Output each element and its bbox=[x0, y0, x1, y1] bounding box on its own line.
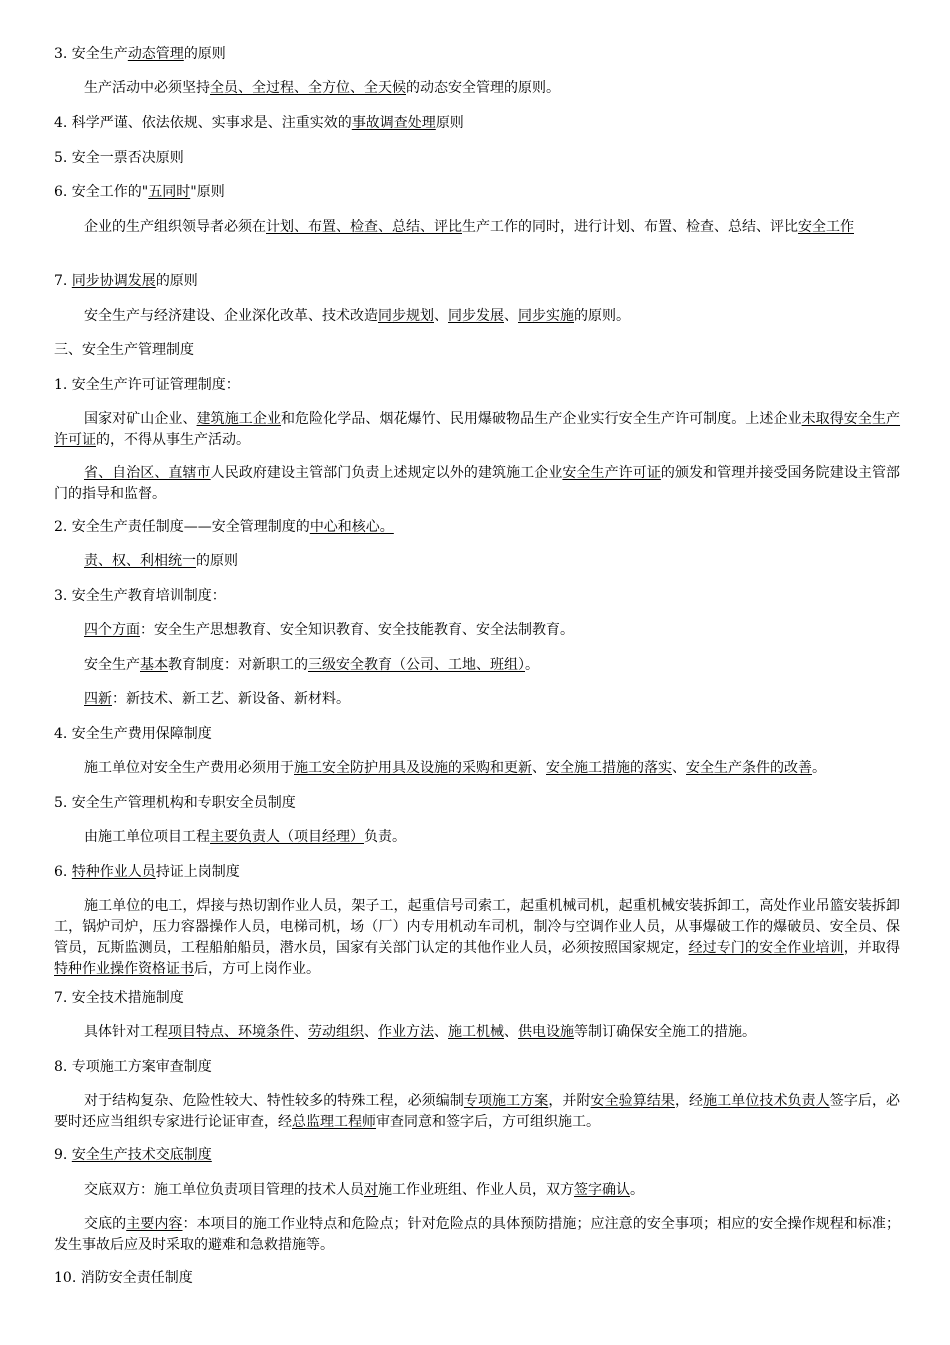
section-heading-management-systems bbox=[54, 340, 900, 361]
heading-fire-safety bbox=[54, 1268, 900, 1289]
paragraph-dynamic-management bbox=[84, 78, 900, 99]
text-run: 的原则。 bbox=[574, 308, 630, 324]
text-run: 、 bbox=[434, 1024, 448, 1040]
text-run: 的原则 bbox=[155, 273, 198, 289]
text-run: 等制订确保安全施工的措施。 bbox=[574, 1024, 756, 1040]
paragraph-special-operations bbox=[54, 896, 900, 980]
text-run: 7. 安全技术措施制度 bbox=[54, 990, 184, 1006]
underlined-text: 未取得安全生产许可证 bbox=[54, 411, 901, 448]
text-run: 签字后，必要时还应当组织专家进行论证审查，经 bbox=[54, 1093, 901, 1130]
heading-technical-measures bbox=[54, 988, 900, 1009]
paragraph-management-organization bbox=[84, 827, 900, 848]
underlined-text: 三级安全教育（公司、工地、班组） bbox=[308, 657, 525, 673]
heading-special-operations bbox=[54, 862, 900, 883]
text-run: 审查同意和签字后，方可组织施工。 bbox=[376, 1114, 600, 1130]
underlined-text: 施工单位技术负责人 bbox=[703, 1093, 830, 1109]
underlined-text: 主要负责人（项目经理） bbox=[210, 829, 364, 845]
text-run: 生产工作的同时，进行计划、布置、检查、总结、评比 bbox=[462, 219, 798, 235]
underlined-text: 特种作业操作资格证书 bbox=[54, 961, 194, 977]
paragraph-five-simultaneous bbox=[54, 217, 900, 238]
heading-coordinated-development bbox=[54, 271, 900, 292]
text-run: ，并附 bbox=[548, 1093, 591, 1109]
text-run: 、 bbox=[504, 308, 518, 324]
text-run: 持证上岗制度 bbox=[155, 864, 240, 880]
heading-responsibility-system bbox=[54, 517, 900, 538]
paragraph-license-system-2 bbox=[54, 463, 900, 505]
text-run: 8. 专项施工方案审查制度 bbox=[54, 1059, 212, 1075]
text-run: 2. 安全生产责任制度——安全管理制度的 bbox=[54, 519, 310, 535]
text-run: 国家对矿山企业、 bbox=[84, 411, 197, 427]
heading-one-vote-veto bbox=[54, 148, 900, 169]
underlined-text: 同步规划 bbox=[378, 308, 434, 324]
underlined-text: 经过专门的安全作业培训 bbox=[688, 940, 844, 956]
paragraph-four-new bbox=[84, 689, 900, 710]
text-run: 。 bbox=[630, 1182, 644, 1198]
underlined-text: 对 bbox=[364, 1182, 378, 1198]
heading-special-plan-review bbox=[54, 1057, 900, 1078]
heading-license-system bbox=[54, 375, 900, 396]
text-run: 安全生产 bbox=[84, 657, 140, 673]
underlined-text: 作业方法 bbox=[378, 1024, 434, 1040]
underlined-text: 中心和核心。 bbox=[309, 519, 394, 535]
paragraph-license-system-1 bbox=[54, 409, 900, 451]
text-run: 、 bbox=[364, 1024, 378, 1040]
text-run: 和危险化学品、烟花爆竹、民用爆破物品生产企业实行安全生产许可制度。上述企业 bbox=[280, 411, 802, 427]
text-run: 10. 消防安全责任制度 bbox=[54, 1270, 193, 1286]
text-run: 的原则 bbox=[183, 46, 226, 62]
text-run: 交底的 bbox=[84, 1216, 127, 1232]
heading-cost-guarantee bbox=[54, 724, 900, 745]
text-run: 施工作业班组、作业人员，双方 bbox=[378, 1182, 574, 1198]
text-run: 、 bbox=[294, 1024, 308, 1040]
underlined-text: 责、权、利相统一 bbox=[84, 553, 196, 569]
heading-five-simultaneous bbox=[54, 182, 900, 203]
underlined-text: 供电设施 bbox=[518, 1024, 574, 1040]
text-run: 、 bbox=[504, 1024, 518, 1040]
underlined-text: 安全生产条件的改善 bbox=[686, 760, 812, 776]
text-run: 7. bbox=[54, 273, 72, 289]
text-run: 的动态安全管理的原则。 bbox=[406, 80, 560, 96]
text-run: 3. 安全生产教育培训制度： bbox=[54, 588, 226, 604]
text-run: 的颁发和管理并接受国务院建设主管部门的指导和监督。 bbox=[54, 465, 901, 502]
text-run: 5. 安全一票否决原则 bbox=[54, 150, 184, 166]
underlined-text: 建筑施工企业 bbox=[196, 411, 281, 427]
text-run: 4. 科学严谨、依法依规、实事求是、注重实效的 bbox=[54, 115, 352, 131]
text-run: 施工单位对安全生产费用必须用于 bbox=[84, 760, 294, 776]
text-run: 后，方可上岗作业。 bbox=[194, 961, 320, 977]
paragraph-basic-education bbox=[84, 655, 900, 676]
underlined-text: 安全验算结果 bbox=[590, 1093, 675, 1109]
text-run: 的，不得从事生产活动。 bbox=[96, 432, 250, 448]
text-run: 企业的生产组织领导者必须在 bbox=[84, 219, 266, 235]
underlined-text: 安全工作 bbox=[798, 219, 854, 235]
text-run: 、 bbox=[532, 760, 546, 776]
underlined-text: 项目特点、环境条件 bbox=[168, 1024, 294, 1040]
underlined-text: 四新 bbox=[84, 691, 112, 707]
text-run: 4. 安全生产费用保障制度 bbox=[54, 726, 212, 742]
text-run: 1. 安全生产许可证管理制度： bbox=[54, 377, 240, 393]
text-run: 负责。 bbox=[364, 829, 406, 845]
underlined-text: 同步协调发展 bbox=[71, 273, 156, 289]
text-run: 、 bbox=[672, 760, 686, 776]
text-run: 6. bbox=[54, 864, 72, 880]
text-run: 对于结构复杂、危险性较大、特性较多的特殊工程，必须编制 bbox=[84, 1093, 464, 1109]
text-run: 原则 bbox=[435, 115, 464, 131]
paragraph-coordinated-development bbox=[84, 306, 900, 327]
text-run: 3. 安全生产 bbox=[54, 46, 128, 62]
heading-dynamic-management bbox=[54, 44, 900, 65]
text-run: ，并取得 bbox=[843, 940, 901, 956]
text-run: 三、安全生产管理制度 bbox=[54, 342, 194, 358]
underlined-text: 特种作业人员 bbox=[71, 864, 156, 880]
heading-education-training bbox=[54, 586, 900, 607]
text-run: 9. bbox=[54, 1147, 72, 1163]
underlined-text: 全员、全过程、全方位、全天候 bbox=[210, 80, 406, 96]
underlined-text: 劳动组织 bbox=[308, 1024, 364, 1040]
underlined-text: 基本 bbox=[140, 657, 168, 673]
paragraph-disclosure-parties bbox=[84, 1180, 900, 1201]
text-run: 安全生产与经济建设、企业深化改革、技术改造 bbox=[84, 308, 378, 324]
text-run: "原则 bbox=[190, 184, 225, 200]
underlined-text: 安全生产技术交底制度 bbox=[71, 1147, 212, 1163]
underlined-text: 计划、布置、检查、总结、评比 bbox=[266, 219, 462, 235]
paragraph-responsibility-system bbox=[84, 551, 900, 572]
text-run: 6. 安全工作的" bbox=[54, 184, 149, 200]
paragraph-disclosure-contents bbox=[54, 1214, 900, 1256]
heading-accident-investigation bbox=[54, 113, 900, 134]
text-run: ：安全生产思想教育、安全知识教育、安全技能教育、安全法制教育。 bbox=[140, 622, 574, 638]
underlined-text: 事故调查处理 bbox=[351, 115, 436, 131]
paragraph-four-aspects bbox=[84, 620, 900, 641]
paragraph-cost-guarantee bbox=[84, 758, 900, 779]
text-run: 。 bbox=[525, 657, 539, 673]
text-run: 生产活动中必须坚持 bbox=[84, 80, 210, 96]
underlined-text: 动态管理 bbox=[127, 46, 184, 62]
text-run: 施工单位的电工，焊接与热切割作业人员，架子工，起重信号司索工，起重机械司机，起重机械安装拆卸工，高处作业吊篮安装拆卸工，锅炉司炉，压力容器操作人员，电梯司机，场（厂）内专用机动车司机，制冷与空调作业人员，从事爆破工作的爆破员、安全员、保管员，瓦斯监测员，工程船舶船员，潜水员，国家有关部门认定的其他作业人员，必须按照国家规定， bbox=[54, 898, 900, 956]
underlined-text: 四个方面 bbox=[84, 622, 140, 638]
heading-technical-disclosure bbox=[54, 1145, 900, 1166]
paragraph-special-plan-review bbox=[54, 1091, 900, 1133]
underlined-text: 签字确认 bbox=[574, 1182, 630, 1198]
text-run: 的原则 bbox=[196, 553, 238, 569]
underlined-text: 总监理工程师 bbox=[292, 1114, 376, 1130]
underlined-text: 施工安全防护用具及设施的采购和更新 bbox=[294, 760, 532, 776]
text-run: 由施工单位项目工程 bbox=[84, 829, 210, 845]
text-run: 具体针对工程 bbox=[84, 1024, 168, 1040]
underlined-text: 同步发展 bbox=[448, 308, 504, 324]
underlined-text: 安全施工措施的落实 bbox=[546, 760, 672, 776]
underlined-text: 安全生产许可证 bbox=[562, 465, 661, 481]
text-run: ：新技术、新工艺、新设备、新材料。 bbox=[112, 691, 350, 707]
text-run: 人民政府建设主管部门负责上述规定以外的建筑施工企业 bbox=[210, 465, 563, 481]
underlined-text: 同步实施 bbox=[518, 308, 574, 324]
text-run: 5. 安全生产管理机构和专职安全员制度 bbox=[54, 795, 296, 811]
text-run: ，经 bbox=[674, 1093, 704, 1109]
text-run: 、 bbox=[434, 308, 448, 324]
underlined-text: 施工机械 bbox=[448, 1024, 504, 1040]
text-run: 教育制度：对新职工的 bbox=[168, 657, 308, 673]
text-run: 。 bbox=[812, 760, 826, 776]
paragraph-technical-measures bbox=[84, 1022, 900, 1043]
underlined-text: 主要内容 bbox=[126, 1216, 183, 1232]
underlined-text: 五同时 bbox=[148, 184, 191, 200]
underlined-text: 专项施工方案 bbox=[463, 1093, 549, 1109]
text-run: ：本项目的施工作业特点和危险点；针对危险点的具体预防措施；应注意的安全事项；相应的安全操作规程和标准；发生事故后应及时采取的避难和急救措施等。 bbox=[54, 1216, 901, 1253]
text-run: 交底双方：施工单位负责项目管理的技术人员 bbox=[84, 1182, 364, 1198]
underlined-text: 省、自治区、直辖市 bbox=[84, 465, 211, 481]
heading-management-organization bbox=[54, 793, 900, 814]
